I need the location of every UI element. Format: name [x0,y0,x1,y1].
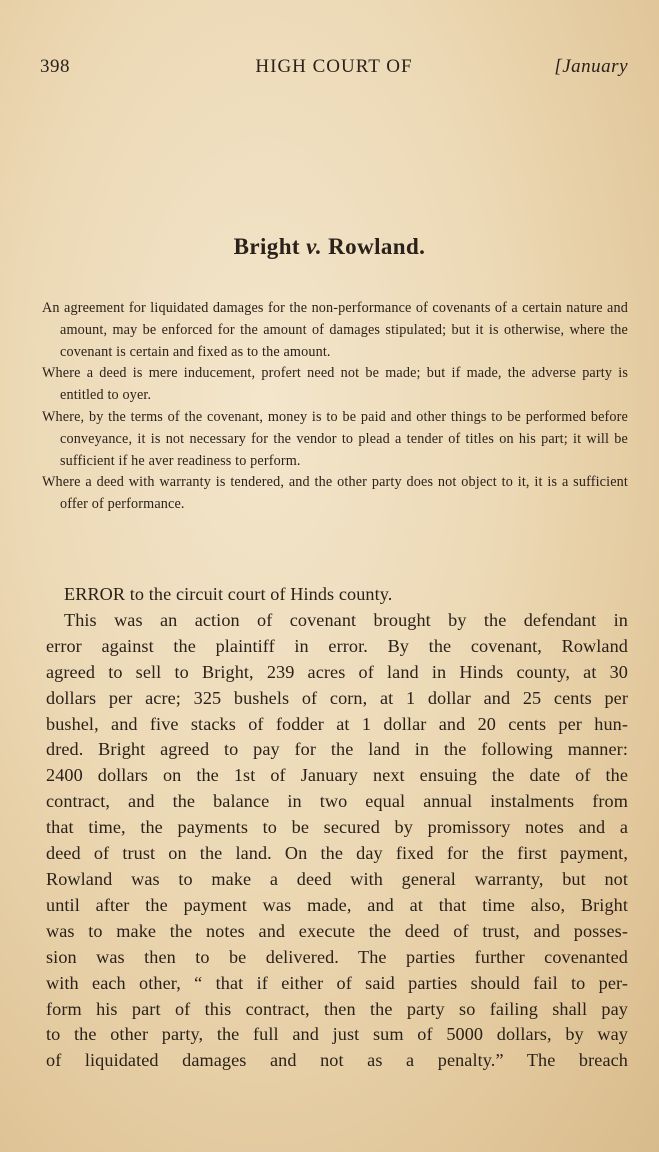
syllabus-paragraph: An agreement for liquidated damages for the non-performance of covenants of a certain nature and amount, may be enforced for the amount of damages stipulated; but it is otherwise, where the covenant is certain and fixed as to the amount. [42,300,628,360]
text-line: Rowland was to make a deed with general warranty, but not [46,868,628,889]
syllabus [42,298,628,516]
text-line: form his part of this contract, then the party so failing shall pay [46,998,628,1019]
running-head [40,56,628,82]
text-line: bushel, and five stacks of fodder at 1 dollar and 20 cents per hun- [46,713,628,734]
running-title: HIGH COURT OF [255,56,413,77]
opinion-text [46,582,628,1074]
case-title [0,234,659,260]
text-line: to the other party, the full and just sum of 5000 dollars, by way [46,1024,628,1045]
text-line: dollars per acre; 325 bushels of corn, at 1 dollar and 25 cents per [46,687,628,708]
text-line: with each other, “ that if either of said parties should fail to per- [46,972,628,993]
syllabus-paragraph: Where a deed with warranty is tendered, and the other party does not object to it, it is a sufficient offer of performance. [42,474,628,513]
syllabus-paragraph: Where, by the terms of the covenant, money is to be paid and other things to be performed before conveyance, it is not necessary for the vendor to plead a tender of titles on his part; it will be sufficient if he aver readiness to perform. [42,408,628,469]
text-line: deed of trust on the land. On the day fixed for the first payment, [46,843,628,864]
text-line: This was an action of covenant brought by the defendant in [64,609,628,630]
case-party-1: Bright [233,234,300,259]
case-versus: v. [306,234,323,259]
text-line: was to make the notes and execute the deed of trust, and posses- [46,920,628,941]
text-line: until after the payment was made, and at that time also, Bright [46,894,628,915]
page-number: 398 [40,56,70,77]
text-line: contract, and the balance in two equal annual instalments from [46,791,628,812]
text-line: of liquidated damages and not as a penalty.” The breach [46,1050,628,1071]
text-line: that time, the payments to be secured by promissory notes and a [46,817,628,838]
text-line: dred. Bright agreed to pay for the land in the following manner: [46,739,628,760]
syllabus-paragraph: Where a deed is mere inducement, profert need not be made; but if made, the adverse party is entitled to oyer. [42,365,628,404]
text-line: ERROR to the circuit court of Hinds county. [64,584,393,604]
text-line: 2400 dollars on the 1st of January next ensuing the date of the [46,765,628,786]
text-line: error against the plaintiff in error. By the covenant, Rowland [46,635,628,656]
text-line: sion was then to be delivered. The parties further covenanted [46,946,628,967]
text-line: agreed to sell to Bright, 239 acres of land in Hinds county, at 30 [46,661,628,682]
running-month: [January [554,56,628,77]
case-party-2: Rowland. [328,234,426,259]
